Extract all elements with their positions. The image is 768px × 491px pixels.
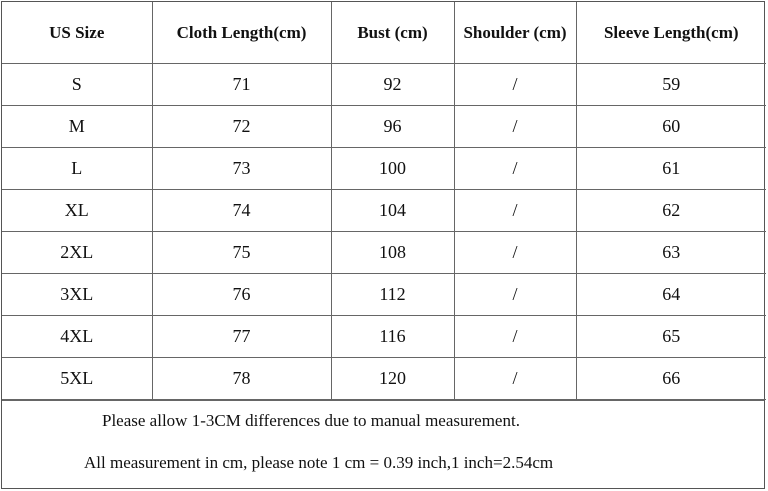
table-row <box>2 64 766 106</box>
cell-bust: 108 <box>331 232 454 274</box>
cell-cloth-length: 71 <box>152 64 331 106</box>
table-row <box>2 232 766 274</box>
note-measurement-tolerance: Please allow 1-3CM differences due to manual measurement. <box>102 411 520 430</box>
cell-bust: 116 <box>331 316 454 358</box>
cell-sleeve-length: 65 <box>576 316 766 358</box>
size-chart <box>1 1 765 489</box>
cell-shoulder: / <box>454 106 576 148</box>
notes-section <box>2 400 764 483</box>
note-unit-conversion: All measurement in cm, please note 1 cm = 0.39 inch,1 inch=2.54cm <box>84 453 554 472</box>
size-table <box>2 2 766 400</box>
cell-shoulder: / <box>454 148 576 190</box>
cell-sleeve-length: 64 <box>576 274 766 316</box>
table-row <box>2 316 766 358</box>
header-row <box>2 2 766 64</box>
cell-sleeve-length: 59 <box>576 64 766 106</box>
cell-cloth-length: 74 <box>152 190 331 232</box>
cell-bust: 96 <box>331 106 454 148</box>
cell-sleeve-length: 61 <box>576 148 766 190</box>
cell-sleeve-length: 63 <box>576 232 766 274</box>
cell-cloth-length: 76 <box>152 274 331 316</box>
cell-shoulder: / <box>454 190 576 232</box>
cell-sleeve-length: 62 <box>576 190 766 232</box>
cell-shoulder: / <box>454 64 576 106</box>
cell-sleeve-length: 66 <box>576 358 766 400</box>
cell-size: 5XL <box>2 358 152 400</box>
cell-sleeve-length: 60 <box>576 106 766 148</box>
cell-bust: 112 <box>331 274 454 316</box>
header-sleeve-length: Sleeve Length(cm) <box>576 2 766 64</box>
header-cloth-length: Cloth Length(cm) <box>152 2 331 64</box>
cell-cloth-length: 73 <box>152 148 331 190</box>
cell-size: 4XL <box>2 316 152 358</box>
cell-bust: 92 <box>331 64 454 106</box>
cell-size: XL <box>2 190 152 232</box>
table-row <box>2 148 766 190</box>
cell-cloth-length: 78 <box>152 358 331 400</box>
table-row <box>2 106 766 148</box>
cell-shoulder: / <box>454 274 576 316</box>
cell-size: 2XL <box>2 232 152 274</box>
table-row <box>2 274 766 316</box>
cell-size: S <box>2 64 152 106</box>
cell-size: M <box>2 106 152 148</box>
cell-size: L <box>2 148 152 190</box>
cell-size: 3XL <box>2 274 152 316</box>
cell-bust: 120 <box>331 358 454 400</box>
cell-shoulder: / <box>454 316 576 358</box>
cell-shoulder: / <box>454 358 576 400</box>
table-row <box>2 190 766 232</box>
table-row <box>2 358 766 400</box>
cell-bust: 104 <box>331 190 454 232</box>
header-bust: Bust (cm) <box>331 2 454 64</box>
cell-cloth-length: 75 <box>152 232 331 274</box>
cell-bust: 100 <box>331 148 454 190</box>
header-us-size: US Size <box>2 2 152 64</box>
cell-shoulder: / <box>454 232 576 274</box>
cell-cloth-length: 72 <box>152 106 331 148</box>
header-shoulder: Shoulder (cm) <box>454 2 576 64</box>
cell-cloth-length: 77 <box>152 316 331 358</box>
